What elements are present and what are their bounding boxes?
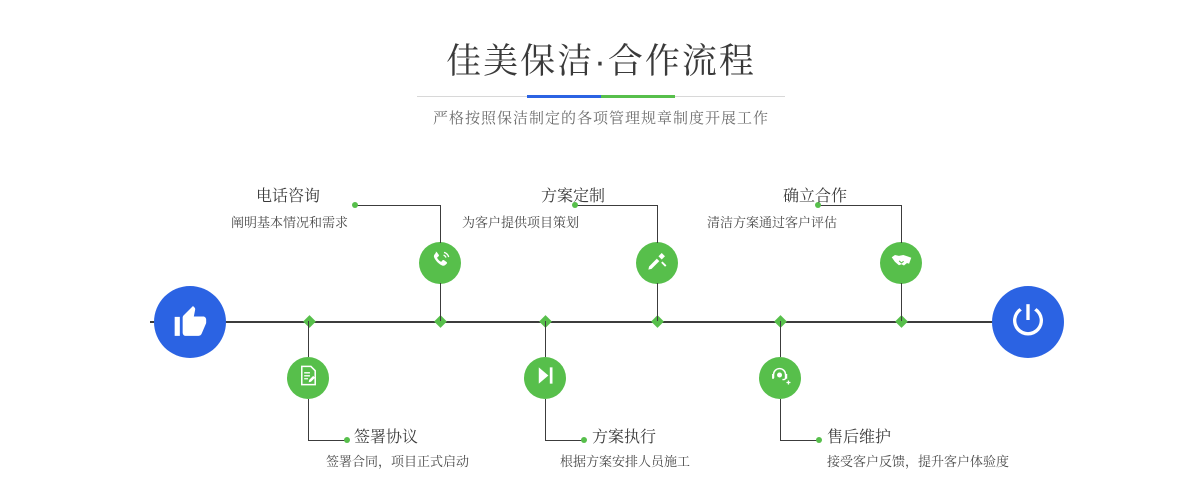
connector-1-vertical	[440, 205, 441, 243]
timeline-start-badge	[154, 286, 226, 358]
connector-4-vertical	[545, 399, 546, 440]
divider-line-right	[675, 96, 785, 97]
connector-3-stem	[657, 283, 658, 321]
connector-1-horizontal	[355, 205, 440, 206]
connector-4-stem	[545, 321, 546, 357]
connector-5-vertical	[901, 205, 902, 243]
connector-4-horizontal	[545, 440, 583, 441]
connector-5-stem	[901, 283, 902, 321]
step-desc-1: 阐明基本情况和需求	[230, 215, 348, 230]
connector-4-dot	[581, 437, 587, 443]
play-skip-icon	[534, 364, 557, 392]
step-label-6: 售后维护	[827, 429, 892, 446]
connector-6-horizontal	[780, 440, 818, 441]
pen-ruler-icon	[646, 249, 669, 277]
connector-6-dot	[816, 437, 822, 443]
step-icon-5	[880, 242, 922, 284]
step-icon-1	[419, 242, 461, 284]
connector-2-stem	[308, 321, 309, 357]
connector-2-horizontal	[308, 440, 346, 441]
step-desc-5: 清洁方案通过客户评估	[707, 215, 838, 230]
step-icon-4	[524, 357, 566, 399]
power-icon	[1008, 300, 1048, 345]
timeline-end-badge	[992, 286, 1064, 358]
step-desc-2: 签署合同，项目正式启动	[326, 454, 470, 469]
step-desc-6: 接受客户反馈，提升客户体验度	[827, 454, 1010, 469]
phone-call-icon	[429, 249, 452, 277]
connector-6-stem	[780, 321, 781, 357]
step-label-1: 电话咨询	[255, 188, 320, 205]
connector-6-vertical	[780, 399, 781, 440]
connector-2-vertical	[308, 399, 309, 440]
connector-1-dot	[352, 202, 358, 208]
divider-line-left	[417, 96, 527, 97]
divider-accent-blue	[527, 95, 601, 98]
timeline-axis	[150, 321, 1055, 323]
step-icon-2	[287, 357, 329, 399]
step-icon-6	[759, 357, 801, 399]
connector-2-dot	[344, 437, 350, 443]
connector-1-stem	[440, 283, 441, 321]
step-icon-3	[636, 242, 678, 284]
connector-3-vertical	[657, 205, 658, 243]
page-subtitle: 严格按照保洁制定的各项管理规章制度开展工作	[432, 110, 769, 127]
step-desc-4: 根据方案安排人员施工	[559, 454, 691, 469]
thumbs-up-icon	[170, 300, 210, 345]
axis-node	[303, 315, 316, 328]
page-title: 佳美保洁·合作流程	[446, 42, 756, 81]
customer-support-icon	[769, 364, 792, 392]
step-desc-3: 为客户提供项目策划	[462, 215, 580, 230]
step-label-2: 签署协议	[354, 429, 419, 446]
contract-edit-icon	[297, 364, 320, 392]
step-label-3: 方案定制	[541, 188, 606, 205]
step-label-5: 确立合作	[783, 188, 848, 205]
divider-accent-green	[601, 95, 675, 98]
step-label-4: 方案执行	[592, 429, 657, 446]
title-divider	[0, 95, 1202, 98]
handshake-icon	[890, 249, 913, 277]
